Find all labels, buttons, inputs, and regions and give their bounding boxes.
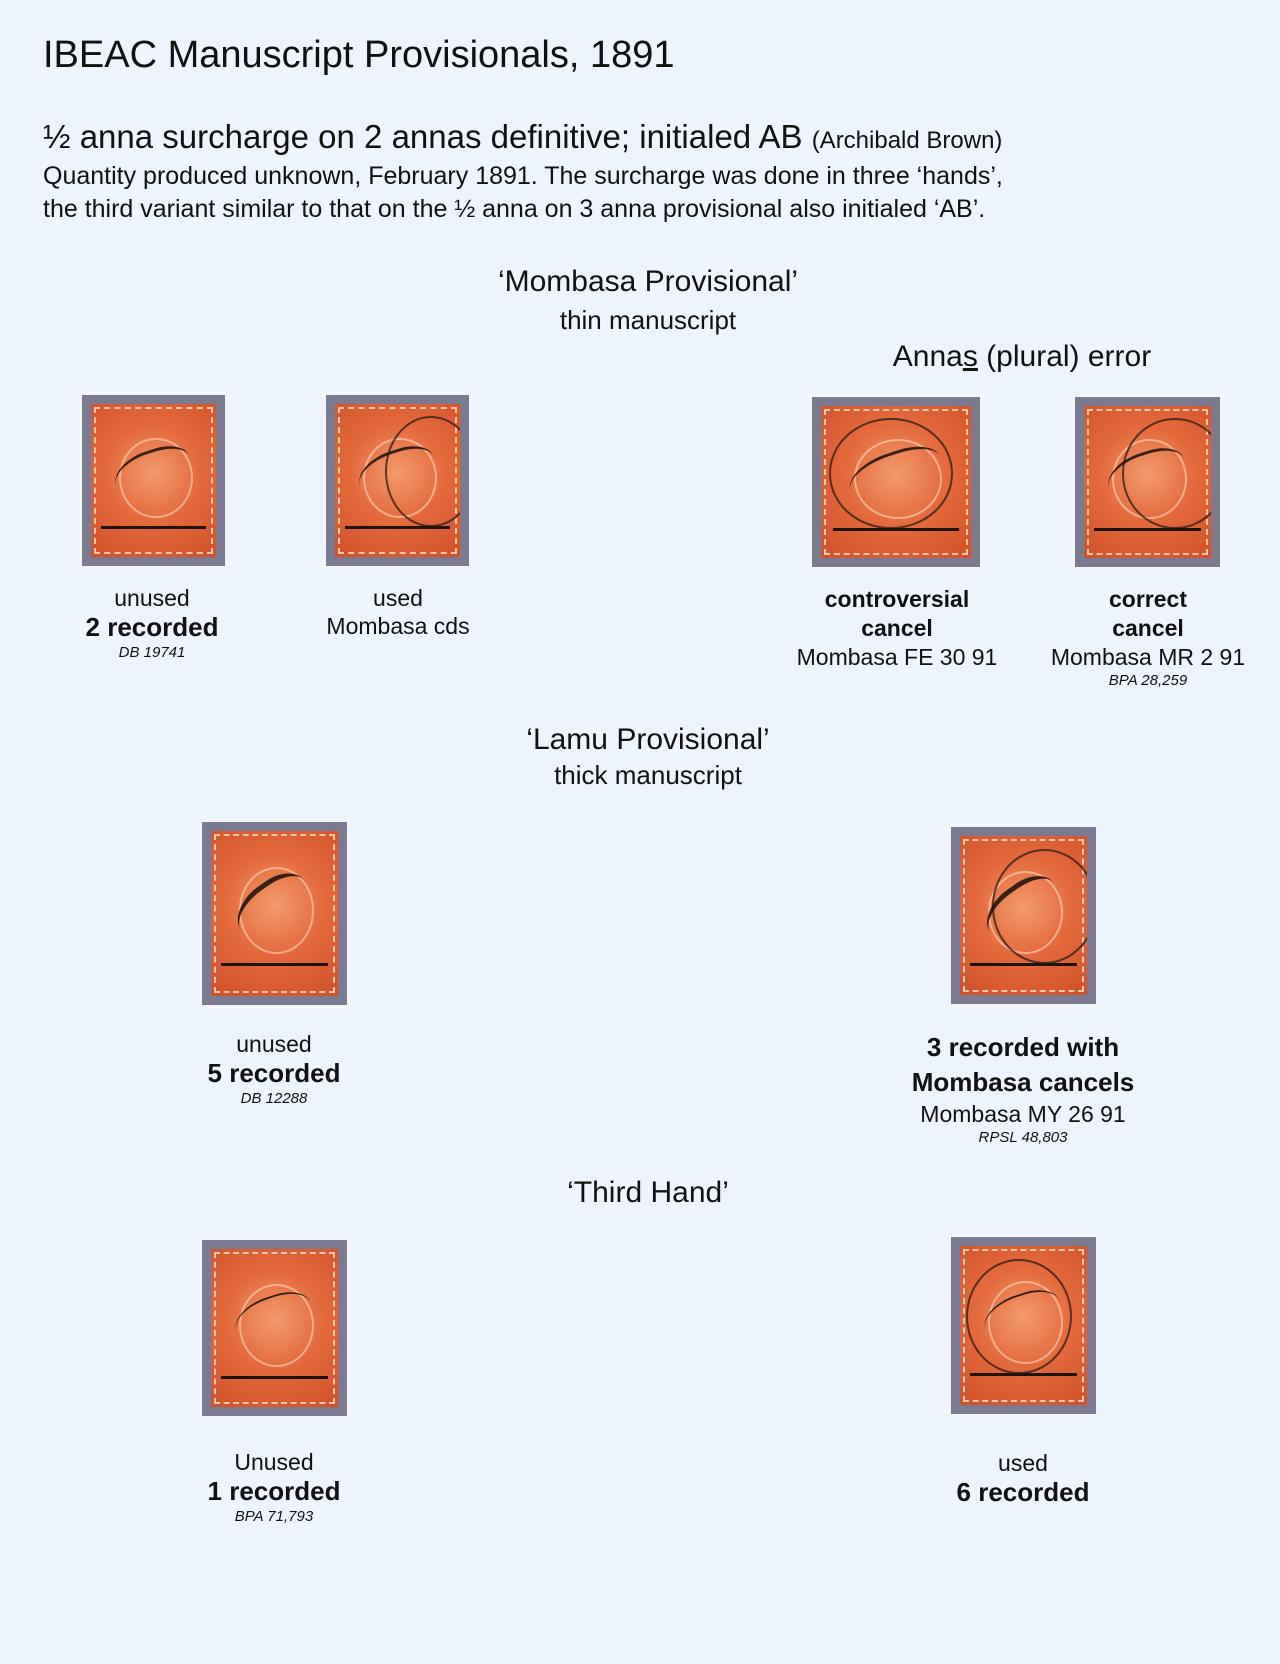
caption-lamu-mombasa-cancels [912, 1030, 1135, 1148]
annas-text-pre: Anna [892, 340, 963, 373]
lamu-section-title: ‘Lamu Provisional’ [526, 723, 770, 756]
caption-label-2: cancel [1112, 615, 1184, 641]
third-hand-section-title: ‘Third Hand’ [567, 1176, 729, 1209]
page-description [43, 160, 1003, 226]
caption-count: 6 recorded [956, 1477, 1090, 1507]
subheading-parenthetical: (Archibald Brown) [811, 127, 1003, 154]
stamp-third-hand-used [951, 1237, 1096, 1414]
caption-label-1: correct [1109, 586, 1187, 612]
description-line-1: Quantity produced unknown, February 1891. The surcharge was done in three ‘hands’, [43, 162, 1003, 190]
annas-text-underlined-s: s [962, 340, 978, 373]
caption-status: unused [114, 585, 190, 611]
stamp-controversial-cancel [812, 397, 980, 567]
caption-count: 1 recorded [207, 1476, 341, 1506]
stamp-third-hand-unused [202, 1240, 347, 1416]
caption-status: used [998, 1450, 1048, 1476]
caption-status: used [373, 585, 423, 611]
mombasa-section-title: ‘Mombasa Provisional’ [497, 265, 799, 298]
annas-error-heading [893, 340, 1151, 374]
subheading-main: ½ anna surcharge on 2 annas definitive; initialed AB [43, 118, 803, 155]
caption-reference: DB 19741 [118, 644, 186, 661]
caption-cancel-date: Mombasa MR 2 91 [1050, 644, 1246, 670]
caption-mombasa-unused [86, 584, 219, 663]
caption-reference: BPA 28,259 [1108, 672, 1188, 689]
caption-cancel-date: Mombasa FE 30 91 [796, 644, 998, 670]
stamp-lamu-unused [202, 822, 347, 1005]
stamp-lamu-mombasa-cancel [951, 827, 1096, 1004]
caption-third-hand-used [957, 1449, 1090, 1508]
caption-count: 2 recorded [85, 612, 219, 642]
caption-lamu-unused [208, 1030, 341, 1109]
caption-label-2: Mombasa cancels [911, 1067, 1135, 1097]
caption-correct-cancel [1051, 585, 1245, 691]
caption-reference: DB 12288 [240, 1090, 308, 1107]
caption-reference: BPA 71,793 [234, 1508, 314, 1525]
caption-status: Unused [234, 1449, 314, 1475]
stamp-mombasa-used [326, 395, 469, 566]
caption-count: 5 recorded [207, 1058, 341, 1088]
stamp-correct-cancel [1075, 397, 1220, 567]
caption-status: unused [236, 1031, 312, 1057]
caption-label-1: 3 recorded with [926, 1032, 1120, 1062]
caption-cancel-date: Mombasa MY 26 91 [920, 1101, 1126, 1127]
annas-text-post: (plural) error [977, 340, 1152, 373]
caption-third-hand-unused [208, 1448, 341, 1527]
caption-cancel-type: Mombasa cds [326, 613, 470, 639]
caption-label-2: cancel [861, 615, 933, 641]
caption-reference: RPSL 48,803 [978, 1129, 1068, 1146]
page-subheading [43, 118, 1002, 156]
caption-label-1: controversial [824, 586, 970, 612]
lamu-section-subtitle: thick manuscript [554, 760, 742, 790]
caption-controversial-cancel [797, 585, 998, 671]
caption-mombasa-used [326, 584, 469, 640]
page-title: IBEAC Manuscript Provisionals, 1891 [43, 34, 675, 76]
description-line-2: the third variant similar to that on the ½ anna on 3 anna provisional also initialed ‘AB’. [43, 195, 986, 223]
mombasa-section-subtitle: thin manuscript [559, 305, 737, 335]
stamp-mombasa-unused [82, 395, 225, 566]
